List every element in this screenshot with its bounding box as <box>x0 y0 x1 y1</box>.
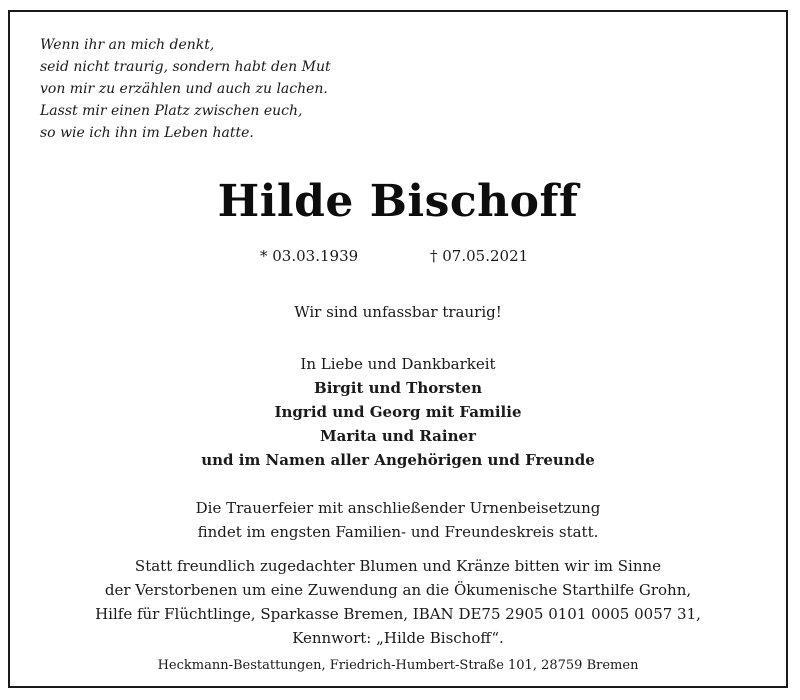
life-dates <box>10 244 786 268</box>
signer-line: und im Namen aller Angehörigen und Freunde <box>201 451 595 469</box>
donation-line: Hilfe für Flüchtlinge, Sparkasse Bremen, IBAN DE75 2905 0101 0005 0057 31, <box>95 605 701 623</box>
signer-line: Marita und Rainer <box>320 427 476 445</box>
ceremony-line: Die Trauerfeier mit anschließender Urnenbeisetzung <box>195 499 601 517</box>
donation-request <box>10 554 786 650</box>
poem <box>40 34 331 144</box>
poem-line: so wie ich ihn im Leben hatte. <box>40 125 254 141</box>
deceased-name: Hilde Bischoff <box>217 176 579 227</box>
signer-line: Ingrid und Georg mit Familie <box>274 403 522 421</box>
poem-line: seid nicht traurig, sondern habt den Mut <box>40 59 331 75</box>
poem-line: von mir zu erzählen und auch zu lachen. <box>40 81 328 97</box>
donation-line: Statt freundlich zugedachter Blumen und Kränze bitten wir im Sinne <box>134 557 662 575</box>
donation-line: Kennwort: „Hilde Bischoff“. <box>292 629 504 647</box>
grief-statement: Wir sind unfassbar traurig! <box>294 303 502 321</box>
poem-line: Lasst mir einen Platz zwischen euch, <box>40 103 303 119</box>
undertaker-address: Heckmann-Bestattungen, Friedrich-Humbert-Straße 101, 28759 Bremen <box>157 658 639 673</box>
poem-line: Wenn ihr an mich denkt, <box>40 37 215 53</box>
obituary-notice <box>8 10 788 688</box>
signers-list <box>10 376 786 472</box>
donation-line: der Verstorbenen um eine Zuwendung an die Ökumenische Starthilfe Grohn, <box>104 581 692 599</box>
ceremony-notice <box>10 496 786 544</box>
birth-date: * 03.03.1939 <box>260 247 359 265</box>
love-intro: In Liebe und Dankbarkeit <box>300 355 496 373</box>
death-date: † 07.05.2021 <box>430 247 529 265</box>
ceremony-line: findet im engsten Familien- und Freundeskreis statt. <box>197 523 599 541</box>
signer-line: Birgit und Thorsten <box>314 379 482 397</box>
